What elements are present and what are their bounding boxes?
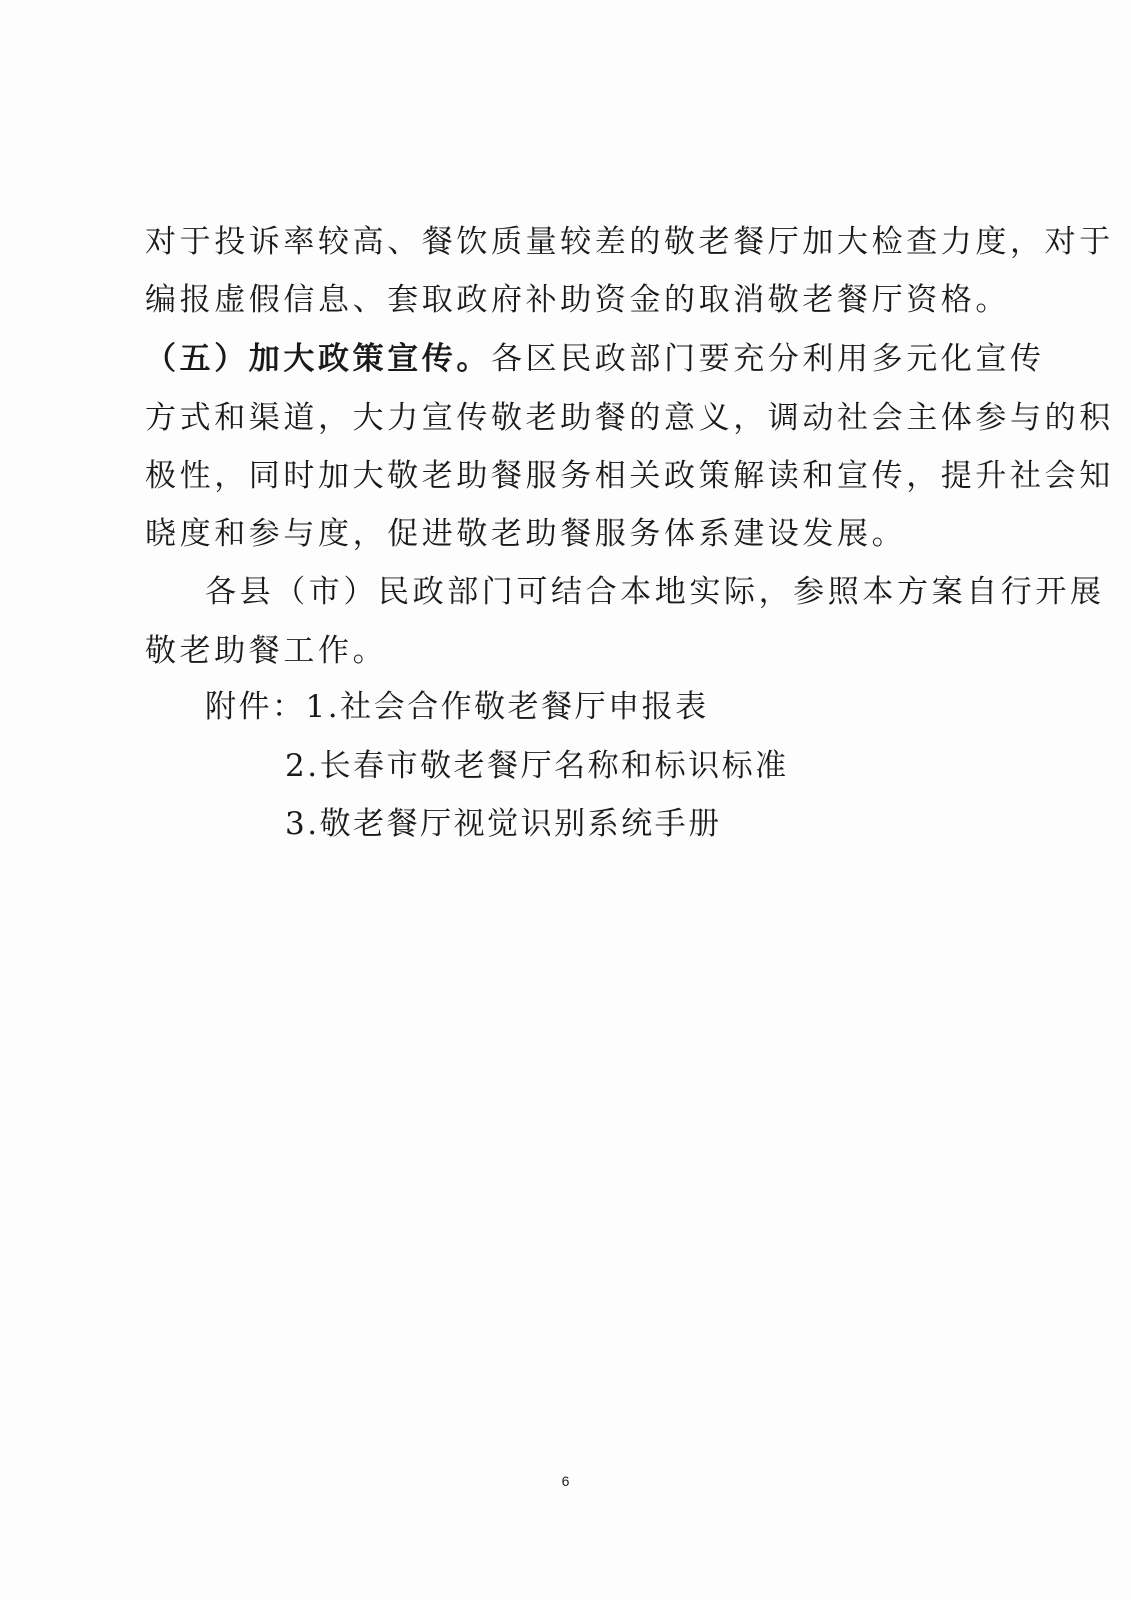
attachment-item: 3.敬老餐厅视觉识别系统手册 [285,806,722,842]
attachment-label: 附件： [205,689,306,725]
section-text: 各区民政部门要充分利用多元化宣传 [491,341,1045,377]
page-number: 6 [561,1473,570,1489]
paragraph-line: 方式和渠道，大力宣传敬老助餐的意义，调动社会主体参与的积 [145,400,1114,436]
paragraph-line: 敬老助餐工作。 [145,633,388,669]
paragraph-line: 各县（市）民政部门可结合本地实际，参照本方案自行开展 [205,574,1105,610]
paragraph-line: 编报虚假信息、套取政府补助资金的取消敬老餐厅资格。 [145,282,1010,318]
paragraph-line: 极性，同时加大敬老助餐服务相关政策解读和宣传，提升社会知 [145,458,1114,494]
section-heading: （五）加大政策宣传。 [145,341,491,377]
paragraph-line: 晓度和参与度，促进敬老助餐服务体系建设发展。 [145,516,907,552]
section-line [145,341,1045,377]
attachment-item: 1.社会合作敬老餐厅申报表 [305,689,709,725]
attachment-item: 2.长春市敬老餐厅名称和标识标准 [285,748,789,784]
paragraph-line: 对于投诉率较高、餐饮质量较差的敬老餐厅加大检查力度，对于 [145,224,1114,260]
attachment-line [205,689,709,725]
